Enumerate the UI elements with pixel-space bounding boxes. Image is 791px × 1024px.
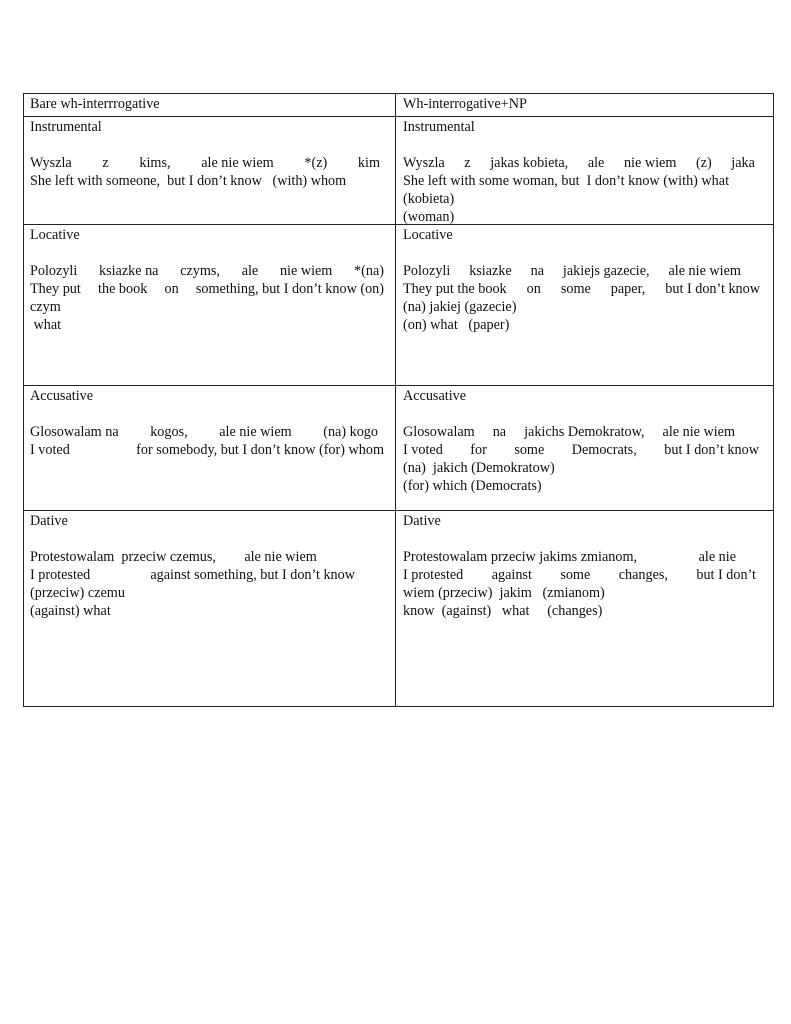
- column-header: Bare wh-interrrogative: [30, 96, 160, 112]
- gloss-continuation: know (against) what (changes): [403, 603, 603, 619]
- gloss-continuation: (kobieta): [403, 191, 455, 207]
- case-label: Locative: [403, 227, 453, 243]
- case-comparison-table: [23, 93, 774, 707]
- case-label: Dative: [403, 513, 441, 529]
- row-divider: [24, 510, 773, 511]
- case-label: Dative: [30, 513, 68, 529]
- english-gloss: She left with some woman, but I don’t know (with) what: [403, 173, 730, 189]
- case-label: Instrumental: [403, 119, 475, 135]
- polish-example: Protestowalam przeciw jakims zmianom, ale nie: [403, 549, 736, 565]
- polish-example: Polozyli ksiazke na jakiejs gazecie, ale nie wiem: [403, 263, 741, 279]
- polish-example: Glosowalam na jakichs Demokratow, ale nie wiem: [403, 424, 735, 440]
- row-divider: [24, 385, 773, 386]
- gloss-continuation: czym: [30, 299, 61, 315]
- gloss-continuation: wiem (przeciw) jakim (zmianom): [403, 585, 605, 601]
- english-gloss: I voted for some Democrats, but I don’t know: [403, 442, 759, 458]
- english-gloss: I voted for somebody, but I don’t know (for) whom: [30, 442, 384, 458]
- gloss-continuation: (against) what: [30, 603, 111, 619]
- gloss-continuation: (na) jakiej (gazecie): [403, 299, 517, 315]
- polish-example: Wyszla z kims, ale nie wiem *(z) kim: [30, 155, 380, 171]
- polish-example: Protestowalam przeciw czemus, ale nie wiem: [30, 549, 317, 565]
- english-gloss: They put the book on something, but I don’t know (on): [30, 281, 384, 297]
- gloss-continuation: (woman): [403, 209, 455, 225]
- case-label: Instrumental: [30, 119, 102, 135]
- case-label: Accusative: [30, 388, 94, 404]
- row-divider: [24, 116, 773, 117]
- column-header: Wh-interrogative+NP: [403, 96, 527, 112]
- gloss-continuation: (for) which (Democrats): [403, 478, 542, 494]
- gloss-continuation: (na) jakich (Demokratow): [403, 460, 555, 476]
- column-divider: [395, 94, 396, 706]
- case-label: Accusative: [403, 388, 467, 404]
- polish-example: Wyszla z jakas kobieta, ale nie wiem (z) jaka: [403, 155, 755, 171]
- polish-example: Glosowalam na kogos, ale nie wiem (na) kogo: [30, 424, 378, 440]
- english-gloss: I protested against some changes, but I don’t: [403, 567, 756, 583]
- gloss-continuation: (przeciw) czemu: [30, 585, 125, 601]
- english-gloss: They put the book on some paper, but I don’t know: [403, 281, 760, 297]
- gloss-continuation: (on) what (paper): [403, 317, 510, 333]
- row-divider: [24, 224, 773, 225]
- gloss-continuation: what: [30, 317, 62, 333]
- english-gloss: I protested against something, but I don’t know: [30, 567, 355, 583]
- polish-example: Polozyli ksiazke na czyms, ale nie wiem *(na): [30, 263, 384, 279]
- english-gloss: She left with someone, but I don’t know (with) whom: [30, 173, 347, 189]
- case-label: Locative: [30, 227, 80, 243]
